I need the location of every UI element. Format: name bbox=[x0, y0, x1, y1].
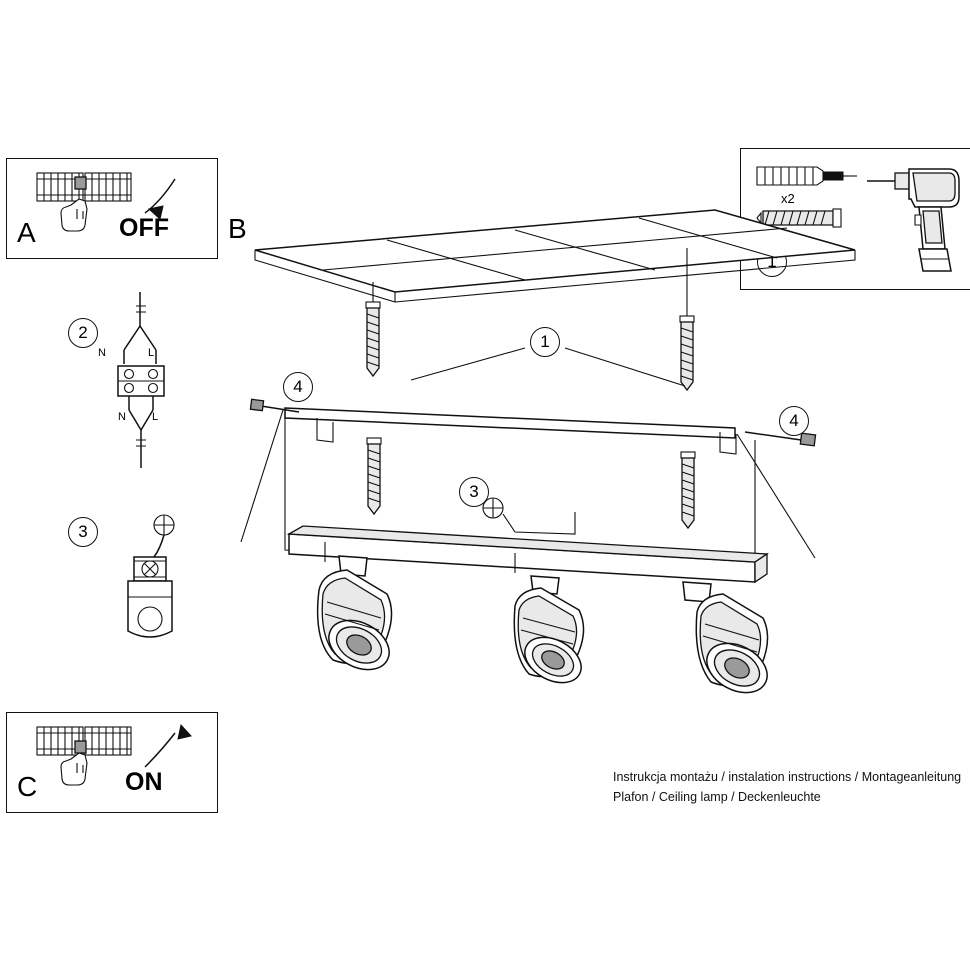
breaker-on-illustration bbox=[25, 719, 205, 811]
step-a-letter: A bbox=[17, 217, 36, 248]
panel-step-c bbox=[6, 712, 218, 813]
step-c-action-label: ON bbox=[125, 768, 163, 796]
panel-step-a bbox=[6, 158, 218, 259]
callout-3-left: 3 bbox=[68, 517, 98, 547]
spot-light-3 bbox=[683, 582, 776, 702]
footer-block bbox=[613, 767, 963, 807]
terminal-label-n-bottom: N bbox=[118, 411, 126, 423]
drill-illustration bbox=[861, 163, 966, 275]
callout-3-main: 3 bbox=[459, 477, 489, 507]
terminal-block-illustration bbox=[100, 290, 210, 470]
spot-light-2 bbox=[514, 576, 589, 692]
callout-2: 2 bbox=[68, 318, 98, 348]
set-screw-left-part bbox=[250, 399, 299, 412]
step-a-action-label: OFF bbox=[119, 214, 169, 242]
set-screw-right-part bbox=[745, 432, 816, 446]
terminal-label-l-top: L bbox=[148, 347, 155, 359]
base-screw-right bbox=[681, 452, 695, 528]
callout-1-ceiling: 1 bbox=[530, 327, 560, 357]
breaker-off-illustration bbox=[25, 165, 205, 257]
screw-right bbox=[680, 248, 694, 390]
earth-symbol-main bbox=[483, 498, 575, 534]
earth-screw-illustration bbox=[108, 535, 218, 655]
step-c-letter: C bbox=[17, 771, 38, 802]
terminal-label-l-bottom: L bbox=[152, 411, 159, 423]
footer-line-1: Instrukcja montażu / instalation instructions / Montageanleitung bbox=[613, 770, 962, 784]
spot-light-1 bbox=[318, 556, 398, 679]
base-screw-left bbox=[367, 438, 381, 514]
callout-1-parts: 1 bbox=[757, 247, 787, 277]
wire-connector-step bbox=[60, 290, 210, 470]
callout-4-right: 4 bbox=[779, 406, 809, 436]
callout-4-left: 4 bbox=[283, 372, 313, 402]
step-b-letter: B bbox=[228, 213, 247, 244]
earth-connection-step bbox=[60, 505, 210, 655]
footer-line-2: Plafon / Ceiling lamp / Deckenleuchte bbox=[613, 790, 821, 804]
main-assembly-diagram bbox=[215, 190, 865, 730]
terminal-label-n-top: N bbox=[98, 347, 106, 359]
screw-left bbox=[366, 282, 380, 376]
quantity-label: x2 bbox=[781, 191, 795, 206]
